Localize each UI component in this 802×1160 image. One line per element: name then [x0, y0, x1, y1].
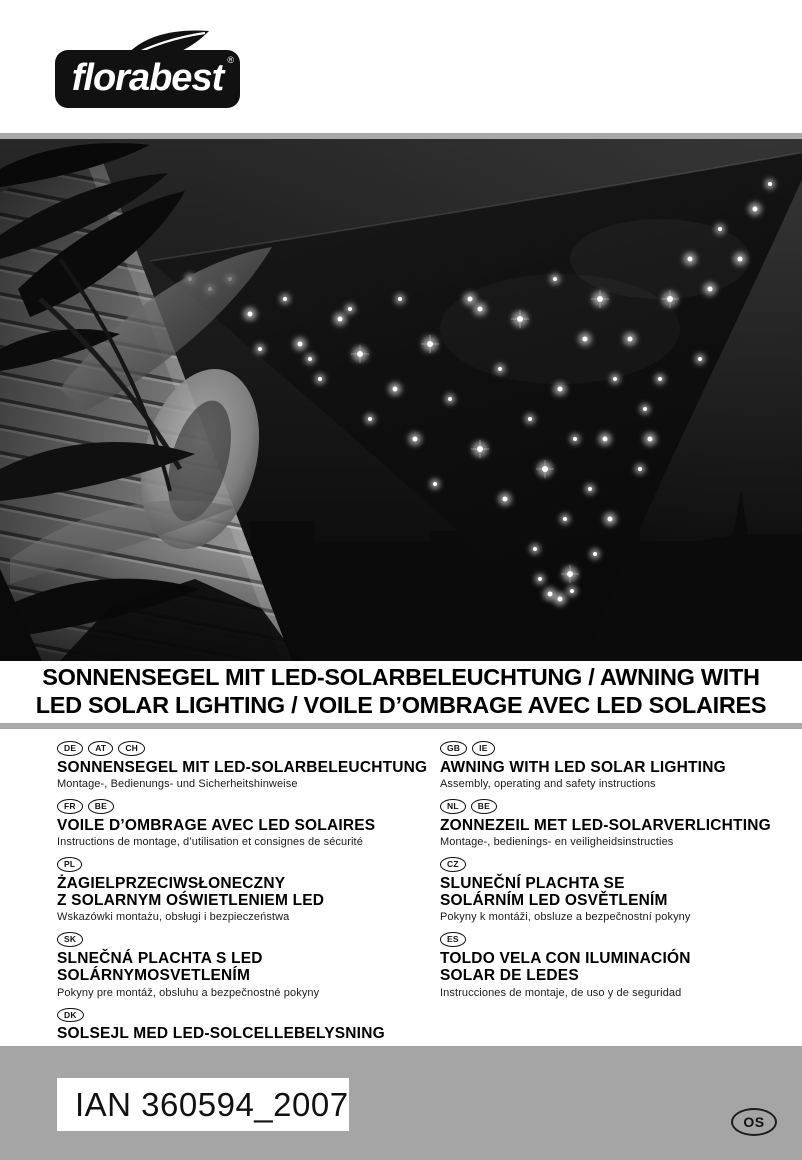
country-badge: PL [57, 857, 82, 872]
country-badge: CH [118, 741, 145, 756]
country-badge-row [57, 799, 422, 814]
title-line-1: SONNENSEGEL MIT LED-SOLARBELEUCHTUNG / AWNING WITH [42, 664, 760, 691]
country-badge-row [57, 741, 422, 756]
language-section [57, 857, 422, 923]
section-heading: ŻAGIELPRZECIWSŁONECZNY [57, 874, 286, 892]
country-badge-row [57, 857, 422, 872]
language-section [440, 741, 790, 790]
section-subtitle: Assembly, operating and safety instructions [440, 777, 656, 790]
os-label: OS [743, 1114, 765, 1130]
section-heading: SLUNEČNÍ PLACHTA SE [440, 874, 625, 892]
country-badge: FR [57, 799, 83, 814]
language-section [57, 932, 422, 998]
section-subtitle: Wskazówki montażu, obsługi i bezpieczeństwa [57, 911, 290, 924]
country-badge: AT [88, 741, 113, 756]
section-heading: SOLSEJL MED LED-SOLCELLEBELYSNING [57, 1025, 385, 1043]
language-section [440, 799, 790, 848]
country-badge: BE [471, 799, 497, 814]
section-heading: SOLÁRNYMOSVETLENÍM [57, 967, 251, 985]
country-badge-row [57, 932, 422, 947]
section-heading: ZONNEZEIL MET LED-SOLARVERLICHTING [440, 816, 771, 834]
section-subtitle: Pokyny k montáži, obsluze a bezpečnostní pokyny [440, 911, 691, 924]
section-subtitle: Montage-, Bedienungs- und Sicherheitshinweise [57, 777, 298, 790]
country-badge-row [440, 857, 790, 872]
os-badge [731, 1108, 777, 1136]
section-heading: SLNEČNÁ PLACHTA S LED [57, 949, 263, 967]
country-badge-row [440, 741, 790, 756]
country-badge: GB [440, 741, 467, 756]
product-photo [0, 139, 802, 661]
section-heading: Z SOLARNYM OŚWIETLENIEM LED [57, 891, 325, 909]
country-badge: DE [57, 741, 83, 756]
section-heading: SOLAR DE LEDES [440, 967, 579, 985]
section-subtitle: Montage-, bedienings- en veiligheidsinstructies [440, 835, 674, 848]
section-heading: SONNENSEGEL MIT LED-SOLARBELEUCHTUNG [57, 758, 428, 776]
ian-number-box: IAN 360594_2007 [57, 1078, 349, 1131]
country-badge-row [440, 932, 790, 947]
country-badge: BE [88, 799, 114, 814]
country-badge: IE [472, 741, 494, 756]
section-heading: SOLÁRNÍM LED OSVĚTLENÍM [440, 891, 668, 909]
logo-text: florabest [71, 56, 224, 99]
language-section [440, 932, 790, 998]
section-subtitle: Instructions de montage, d’utilisation et consignes de sécurité [57, 835, 363, 848]
header [0, 0, 802, 133]
country-badge: SK [57, 932, 83, 947]
section-heading: AWNING WITH LED SOLAR LIGHTING [440, 758, 726, 776]
country-badge-row [57, 1008, 422, 1023]
florabest-logo [55, 26, 250, 110]
language-section [57, 741, 428, 790]
section-subtitle: Instrucciones de montaje, de uso y de seguridad [440, 986, 682, 999]
language-section [440, 857, 790, 923]
registered-mark: ® [227, 55, 234, 65]
logo-box [55, 50, 240, 108]
country-badge: CZ [440, 857, 466, 872]
section-heading: TOLDO VELA CON ILUMINACIÓN [440, 949, 691, 967]
country-badge: ES [440, 932, 466, 947]
photo-illustration [0, 139, 802, 661]
footer-band [0, 1046, 802, 1160]
language-section [57, 799, 422, 848]
language-area [0, 729, 802, 1046]
title-band [0, 661, 802, 723]
country-badge: DK [57, 1008, 84, 1023]
section-heading: VOILE D’OMBRAGE AVEC LED SOLAIRES [57, 816, 376, 834]
section-subtitle: Pokyny pre montáž, obsluhu a bezpečnostné pokyny [57, 986, 320, 999]
title-line-2: LED SOLAR LIGHTING / VOILE D’OMBRAGE AVEC LED SOLAIRES [35, 692, 767, 718]
language-column-left [57, 741, 428, 1066]
country-badge: NL [440, 799, 466, 814]
country-badge-row [440, 799, 790, 814]
language-column-right [440, 741, 790, 1008]
